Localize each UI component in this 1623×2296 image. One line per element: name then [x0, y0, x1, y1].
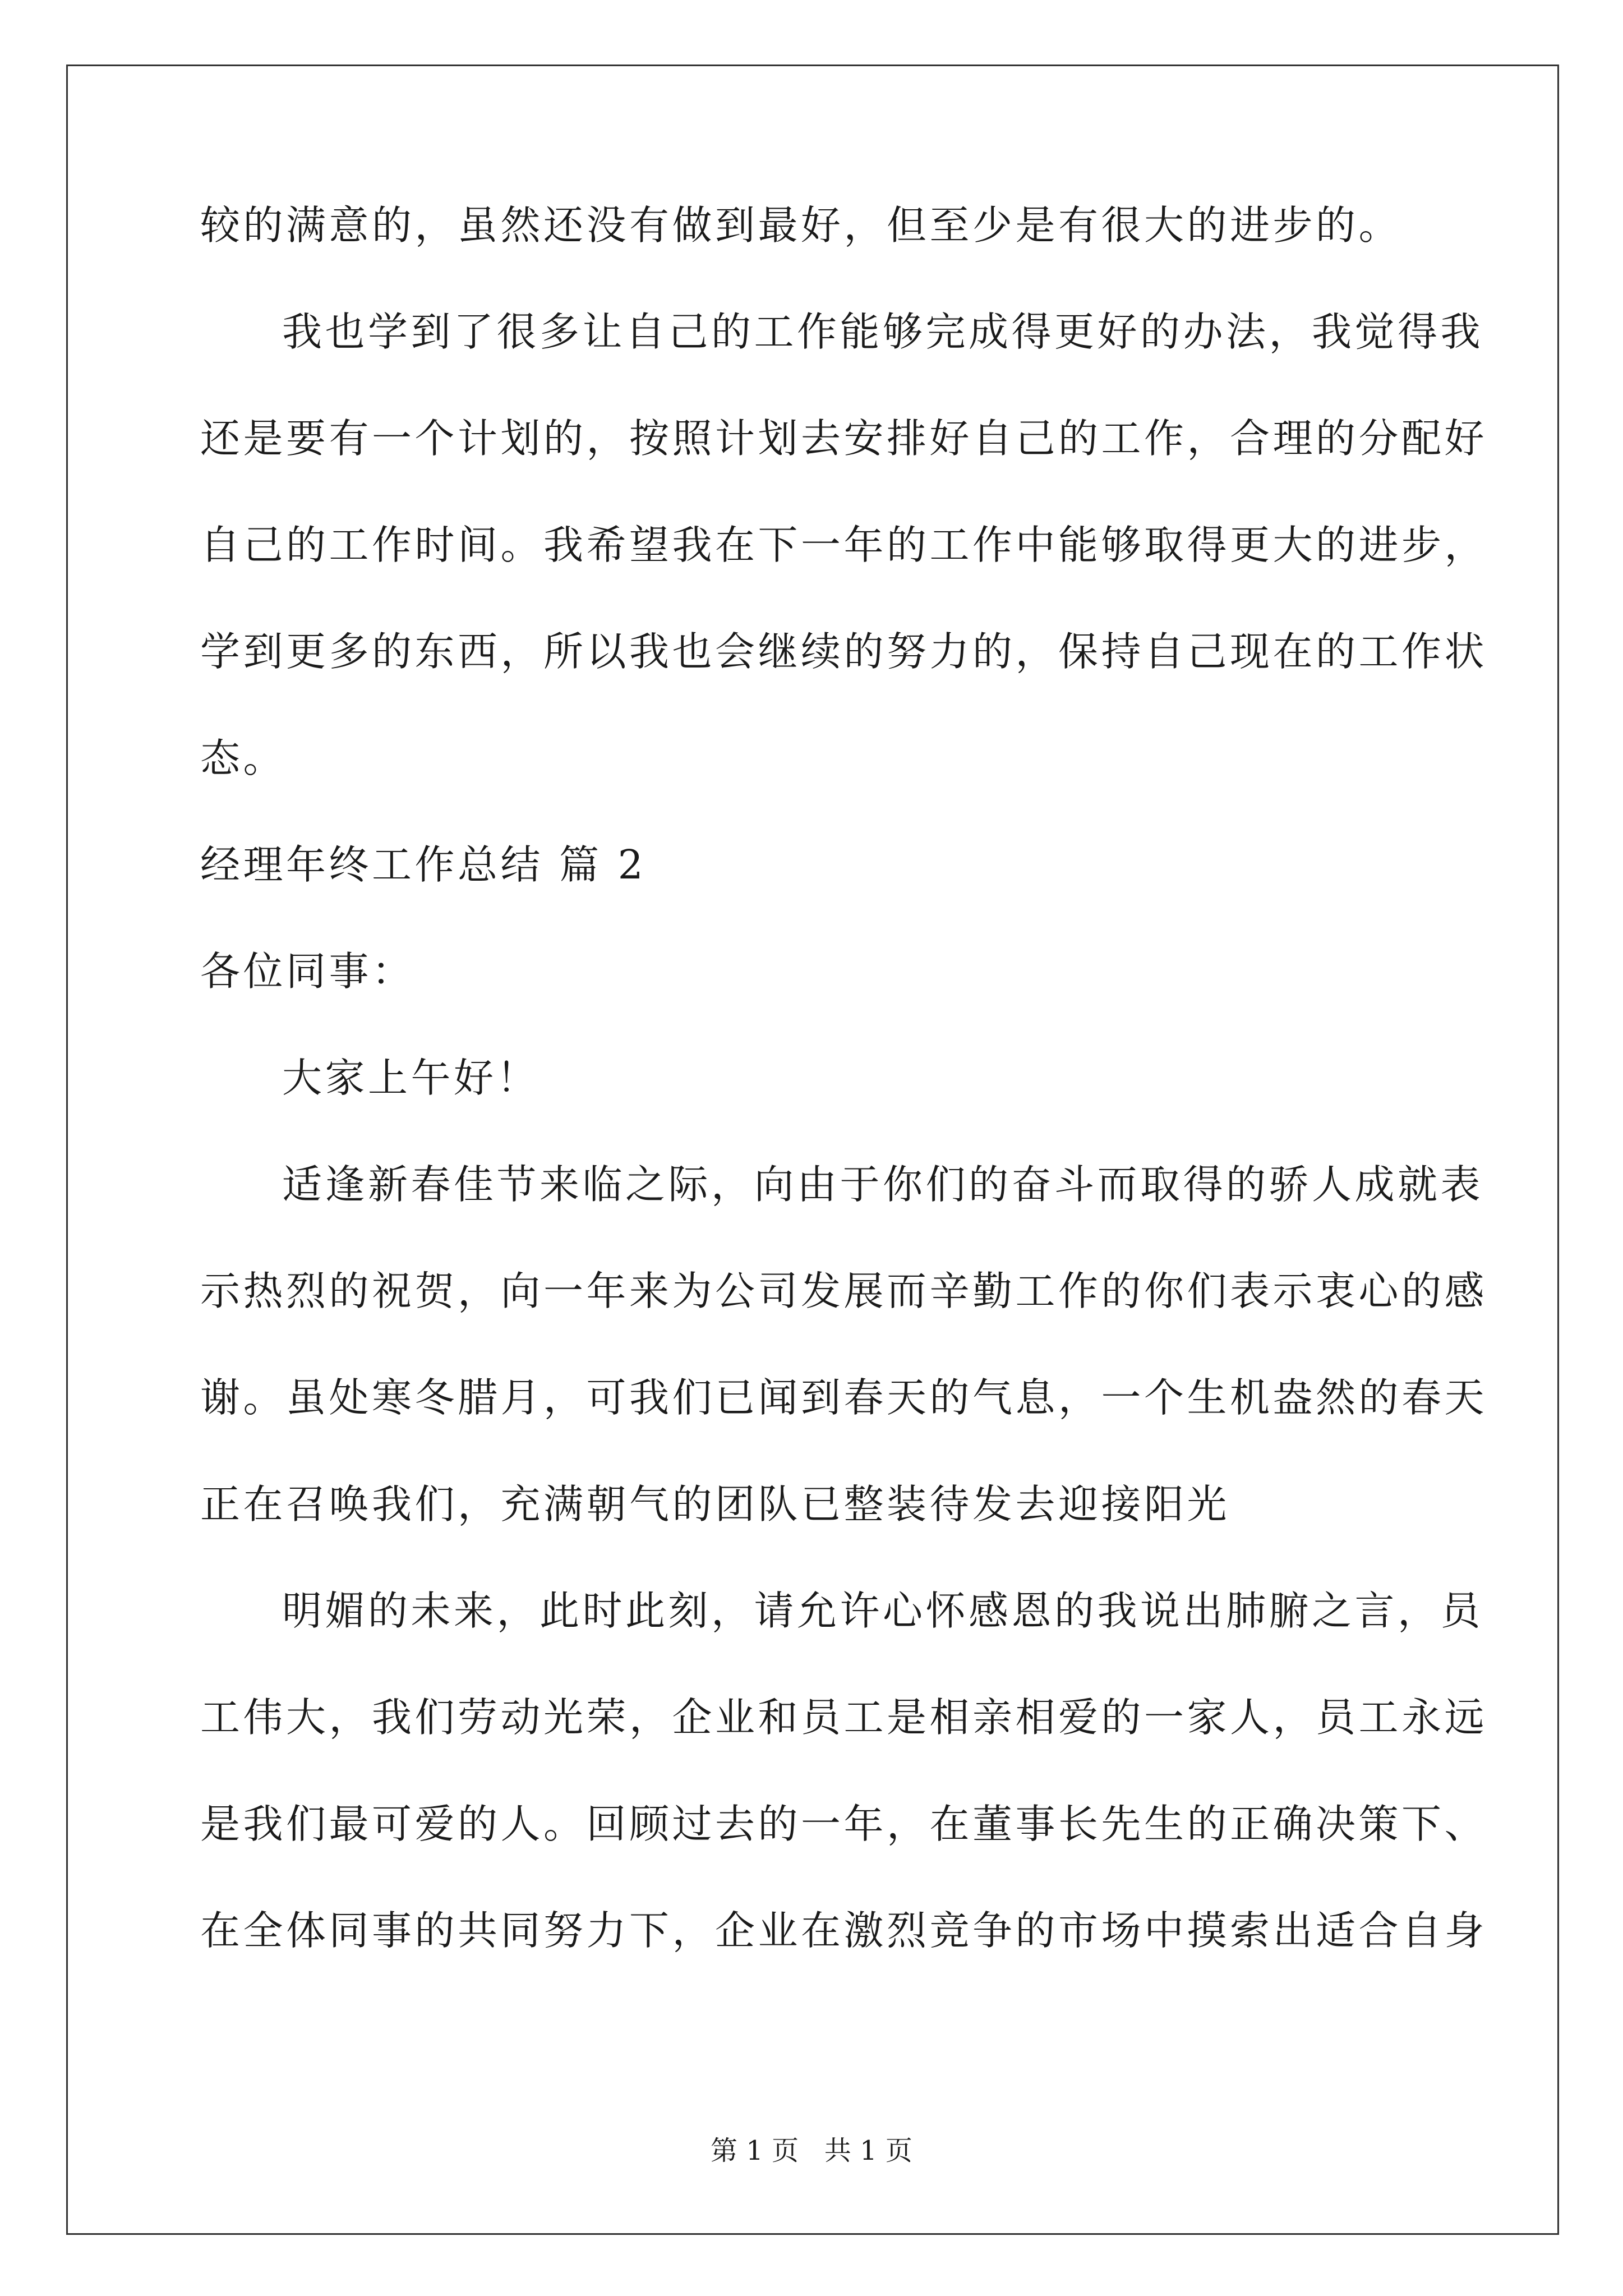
paragraph-line: 示热烈的祝贺，向一年来为公司发展而辛勤工作的你们表示衷心的感	[200, 1268, 1488, 1314]
greeting-line: 大家上午好！	[282, 1055, 540, 1101]
paragraph-line: 谢。虽处寒冬腊月，可我们已闻到春天的气息，一个生机盎然的春天	[200, 1374, 1488, 1421]
paragraph-line: 态。	[200, 735, 287, 781]
paragraph-line: 学到更多的东西，所以我也会继续的努力的，保持自己现在的工作状	[200, 628, 1488, 675]
paragraph-line: 我也学到了很多让自己的工作能够完成得更好的办法，我觉得我	[282, 309, 1484, 355]
paragraph-line: 较的满意的，虽然还没有做到最好，但至少是有很大的进步的。	[200, 202, 1402, 249]
paragraph-line: 明媚的未来，此时此刻，请允许心怀感恩的我说出肺腑之言，员	[282, 1588, 1484, 1634]
paragraph-line: 适逢新春佳节来临之际，向由于你们的奋斗而取得的骄人成就表	[282, 1161, 1484, 1208]
paragraph-line: 在全体同事的共同努力下，企业在激烈竞争的市场中摸索出适合自身	[200, 1907, 1488, 1954]
paragraph-line: 正在召唤我们，充满朝气的团队已整装待发去迎接阳光	[200, 1481, 1230, 1527]
paragraph-line: 是我们最可爱的人。回顾过去的一年，在董事长先生的正确决策下、	[200, 1801, 1488, 1847]
paragraph-line: 还是要有一个计划的，按照计划去安排好自己的工作，合理的分配好	[200, 415, 1488, 462]
salutation: 各位同事：	[200, 948, 415, 995]
page-number-footer: 第 1 页 共 1 页	[711, 2135, 912, 2166]
paragraph-line: 工伟大，我们劳动光荣，企业和员工是相亲相爱的一家人，员工永远	[200, 1694, 1488, 1741]
paragraph-line: 自己的工作时间。我希望我在下一年的工作中能够取得更大的进步，	[200, 522, 1488, 568]
section-heading: 经理年终工作总结 篇 2	[200, 841, 647, 888]
